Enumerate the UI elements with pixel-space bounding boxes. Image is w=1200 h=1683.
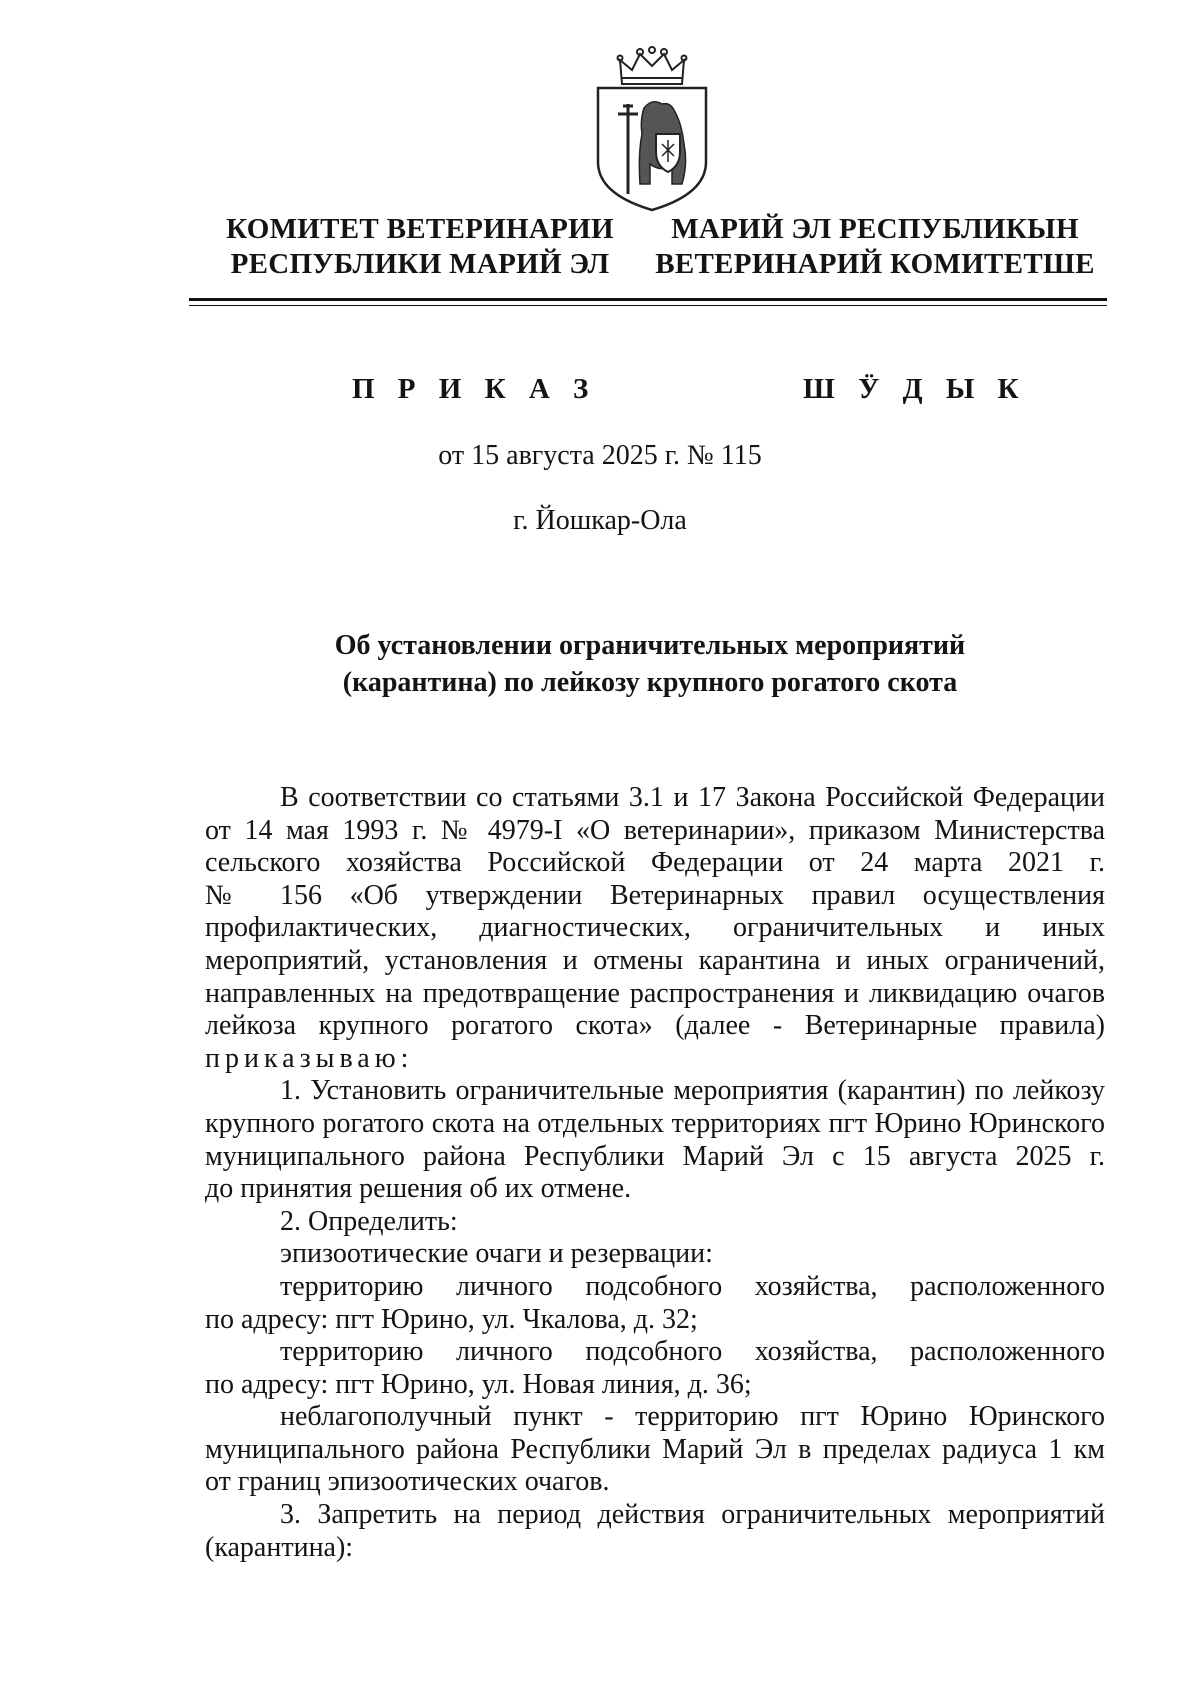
org-mari-line-1: МАРИЙ ЭЛ РЕСПУБЛИКЫН	[671, 213, 1079, 245]
body-line: эпизоотические очаги и резервации:	[280, 1238, 713, 1270]
subject-line-2: (карантина) по лейкозу крупного рогатого скота	[342, 667, 958, 698]
order-title-ru: П Р И К А З	[352, 373, 597, 405]
body-line: по адресу: пгт Юрино, ул. Чкалова, д. 32;	[205, 1303, 698, 1335]
body-line: 2. Определить:	[280, 1205, 458, 1237]
organization-name-mari	[640, 212, 1110, 282]
org-ru-line-1: КОМИТЕТ ВЕТЕРИНАРИИ	[226, 213, 614, 245]
crown-icon	[618, 47, 687, 84]
body-line: от границ эпизоотических очагов.	[205, 1466, 610, 1498]
org-mari-line-2: ВЕТЕРИНАРИЙ КОМИТЕТШЕ	[655, 248, 1095, 280]
body-line: № 156 «Об утверждении Ветеринарных правил осуществления	[205, 879, 1105, 911]
subject-line-1: Об установлении ограничительных мероприятий	[334, 630, 966, 661]
body-line-order-word: приказываю:	[205, 1042, 414, 1074]
coat-of-arms-emblem	[590, 44, 714, 212]
body-line: территорию личного подсобного хозяйства, расположенного	[280, 1336, 1105, 1368]
order-city: г. Йошкар-Ола	[513, 505, 687, 536]
body-line: от 14 мая 1993 г. № 4979-I «О ветеринарии», приказом Министерства	[205, 814, 1105, 846]
body-line: (карантина):	[205, 1531, 354, 1563]
order-body	[205, 782, 1105, 1564]
order-title-mari: Ш Ӱ Д Ы К	[803, 373, 1027, 405]
body-line: В соответствии со статьями 3.1 и 17 Закона Российской Федерации	[280, 782, 1105, 813]
cross-staff-icon	[618, 104, 638, 194]
body-line: муниципального района Республики Марий Эл в пределах радиуса 1 км	[205, 1433, 1105, 1465]
order-date-number: от 15 августа 2025 г. № 115	[438, 440, 762, 471]
body-line: муниципального района Республики Марий Эл с 15 августа 2025 г.	[205, 1140, 1105, 1172]
header-divider-thick	[189, 298, 1107, 301]
body-line: лейкоза крупного рогатого скота» (далее - Ветеринарные правила)	[205, 1010, 1105, 1042]
order-subject	[200, 627, 1100, 701]
body-line: 1. Установить ограничительные мероприятия (карантин) по лейкозу	[280, 1075, 1105, 1107]
body-line: сельского хозяйства Российской Федерации от 24 марта 2021 г.	[205, 847, 1105, 879]
header-divider-thin	[189, 305, 1107, 306]
body-line: неблагополучный пункт - территорию пгт Юрино Юринского	[280, 1401, 1105, 1433]
body-line: до принятия решения об их отмене.	[205, 1173, 632, 1205]
org-ru-line-2: РЕСПУБЛИКИ МАРИЙ ЭЛ	[230, 248, 610, 280]
body-line: мероприятий, установления и отмены карантина и иных ограничений,	[205, 944, 1105, 976]
body-line: 3. Запретить на период действия ограничительных мероприятий	[280, 1499, 1105, 1531]
body-line: крупного рогатого скота на отдельных территориях пгт Юрино Юринского	[205, 1107, 1105, 1139]
body-line: по адресу: пгт Юрино, ул. Новая линия, д. 36;	[205, 1368, 752, 1400]
body-line: профилактических, диагностических, ограничительных и иных	[205, 912, 1105, 944]
organization-name-ru	[205, 212, 635, 282]
body-line: территорию личного подсобного хозяйства, расположенного	[280, 1270, 1105, 1302]
body-line: направленных на предотвращение распространения и ликвидацию очагов	[205, 977, 1105, 1009]
